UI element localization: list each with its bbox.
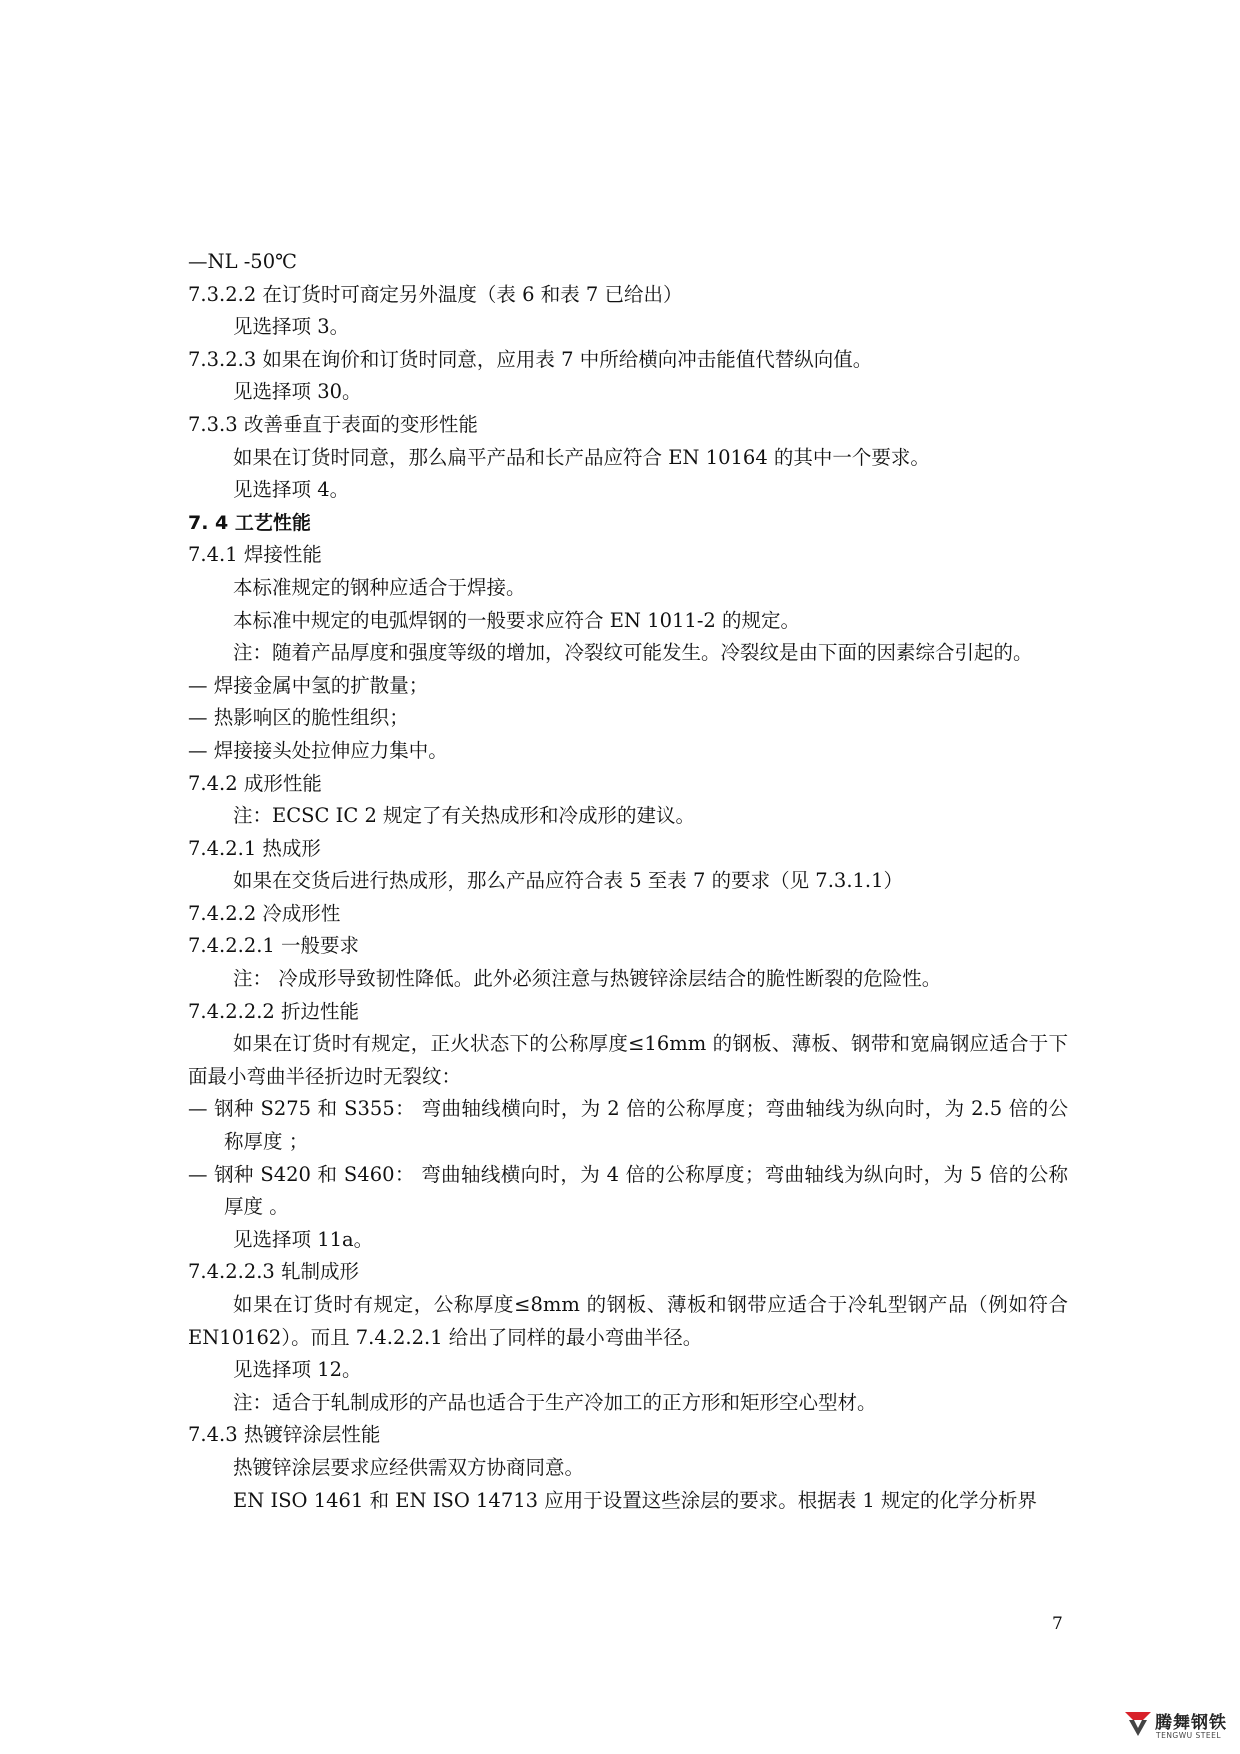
clause-heading: 7.4.2.2.1 一般要求 [188,934,360,958]
company-logo [1123,1706,1240,1754]
text-line: 如果在订货时同意，那么扁平产品和长产品应符合 EN 10164 的其中一个要求。 [233,445,930,469]
logo-mark-icon [1123,1706,1153,1740]
page-number: 7 [1052,1614,1063,1634]
clause-heading: 7.4.2.2 冷成形性 [188,901,341,925]
text-line: 见选择项 30。 [233,380,362,404]
list-item: — 钢种 S275 和 S355： 弯曲轴线横向时，为 2 倍的公称厚度；弯曲轴线为纵向时，为 2.5 倍的公称厚度 ； [188,1097,1068,1154]
list-item: — 钢种 S420 和 S460： 弯曲轴线横向时，为 4 倍的公称厚度；弯曲轴线为纵向时，为 5 倍的公称厚度 。 [188,1162,1068,1219]
clause-heading: 7.3.2.2 在订货时可商定另外温度（表 6 和表 7 已给出） [188,282,683,306]
logo-name-en: TENGWU STEEL [1156,1731,1222,1740]
clause-heading: 7.4.2.2.2 折边性能 [188,999,360,1023]
text-paragraph: 如果在订货时有规定，正火状态下的公称厚度≤16mm 的钢板、薄板、钢带和宽扁钢应适合于下面最小弯曲半径折边时无裂纹： [188,1032,1068,1088]
text-line: 本标准规定的钢种应适合于焊接。 [233,575,526,599]
document-body [188,246,1068,1517]
section-heading: 7. 4 工艺性能 [188,511,311,534]
clause-heading: 7.3.2.3 如果在询价和订货时同意，应用表 7 中所给横向冲击能值代替纵向值。 [188,347,873,371]
text-line: 见选择项 11a。 [233,1227,374,1251]
text-line: 本标准中规定的电弧焊钢的一般要求应符合 EN 1011-2 的规定。 [233,608,801,632]
text-line: 热镀锌涂层要求应经供需双方协商同意。 [233,1455,585,1479]
text-line: 见选择项 4。 [233,478,350,502]
clause-heading: 7.3.3 改善垂直于表面的变形性能 [188,412,478,436]
clause-heading: 7.4.2 成形性能 [188,771,322,795]
note-line: 注：适合于轧制成形的产品也适合于生产冷加工的正方形和矩形空心型材。 [233,1390,877,1414]
list-item: — 热影响区的脆性组织； [188,706,409,730]
note-line: 注：ECSC IC 2 规定了有关热成形和冷成形的建议。 [233,804,696,828]
text-line: 见选择项 3。 [233,315,350,339]
clause-heading: 7.4.2.1 热成形 [188,836,321,860]
clause-heading: 7.4.2.2.3 轧制成形 [188,1260,360,1284]
text-line: EN ISO 1461 和 EN ISO 14713 应用于设置这些涂层的要求。根据表 1 规定的化学分析界 [233,1488,1038,1512]
text-line: 见选择项 12。 [233,1358,362,1382]
list-item: — 焊接金属中氢的扩散量； [188,673,429,697]
text-line: 如果在交货后进行热成形，那么产品应符合表 5 至表 7 的要求（见 7.3.1.1） [233,869,904,893]
text-line: —NL -50℃ [188,250,297,273]
clause-heading: 7.4.3 热镀锌涂层性能 [188,1423,381,1447]
list-item: — 焊接接头处拉伸应力集中。 [188,738,448,762]
logo-name-cn: 腾舞钢铁 [1155,1713,1227,1733]
clause-heading: 7.4.1 焊接性能 [188,543,322,567]
text-paragraph: 如果在订货时有规定，公称厚度≤8mm 的钢板、薄板和钢带应适合于冷轧型钢产品（例如符合 EN10162）。而且 7.4.2.2.1 给出了同样的最小弯曲半径。 [188,1293,1068,1349]
note-line: 注： 冷成形导致韧性降低。此外必须注意与热镀锌涂层结合的脆性断裂的危险性。 [233,967,942,991]
note-paragraph: 注：随着产品厚度和强度等级的增加，冷裂纹可能发生。冷裂纹是由下面的因素综合引起的。 [233,641,1033,665]
